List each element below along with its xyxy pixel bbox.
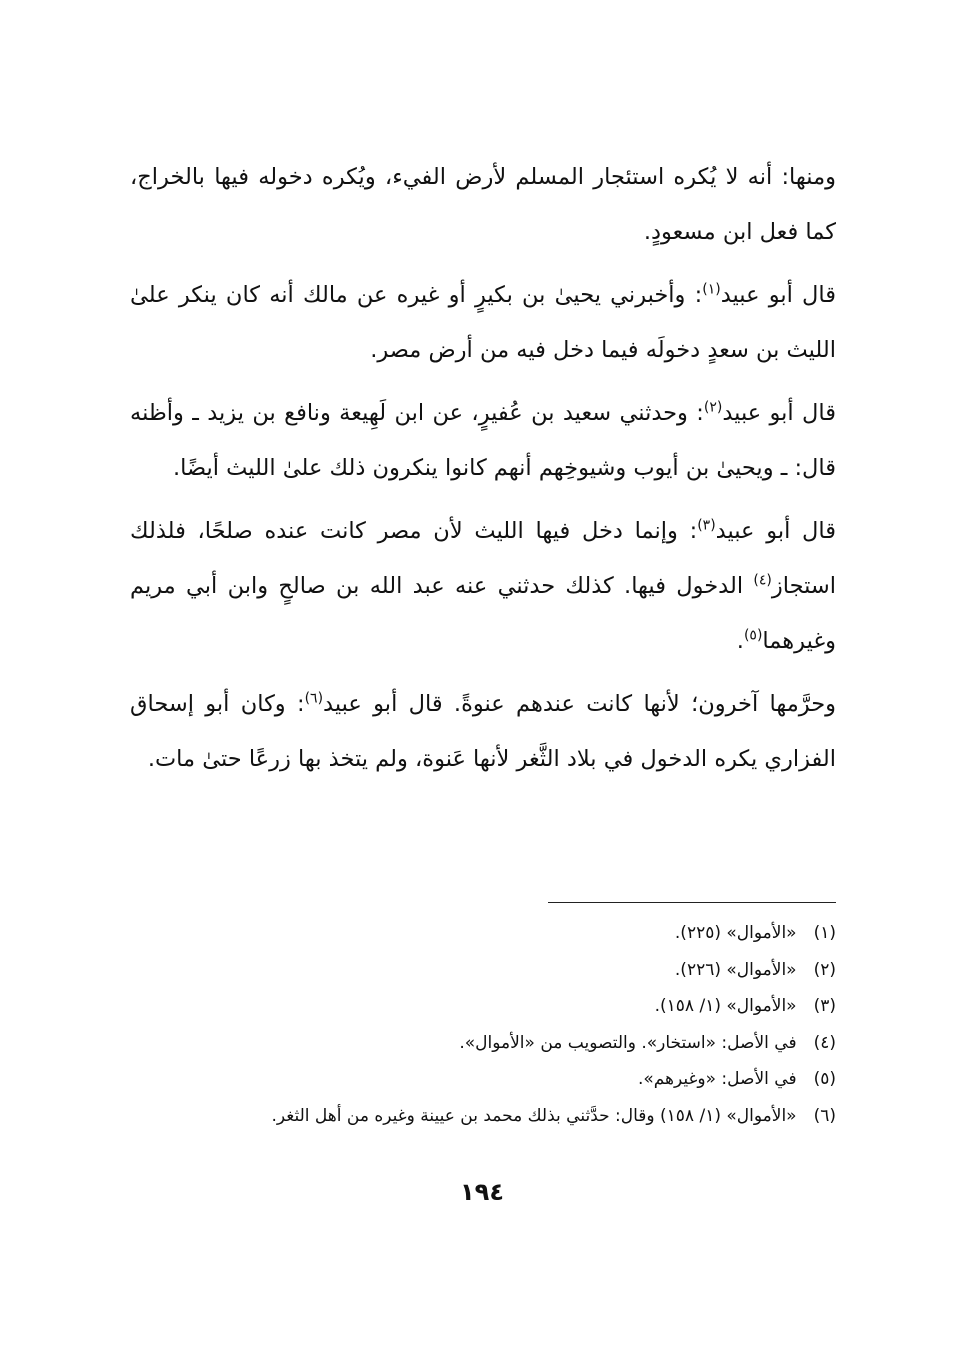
- footnote-ref: (٢): [703, 399, 723, 416]
- footnote-text: في الأصل: «استخار». والتصويب من «الأموال».: [459, 1032, 797, 1053]
- paragraph-3: [130, 386, 836, 496]
- footnote-number: (٣): [813, 996, 836, 1016]
- paragraph-text: : وحدثني سعيد بن عُفيرٍ، عن ابن لَهِيعة ونافع بن يزيد ـ وأظنه قال: ـ ويحيىٰ بن أيوب وشيوخِهم أنهم كانوا ينكرون ذلك علىٰ الليث أيضًا.: [130, 400, 836, 481]
- footnote-1: [130, 915, 836, 952]
- paragraph-2: [130, 268, 836, 378]
- paragraph-text: : وإنما دخل فيها الليث لأن مصر كانت عنده صلحًا، فلذلك استجاز: [130, 518, 836, 599]
- footnote-number: (٤): [813, 1032, 836, 1053]
- footnote-4: [130, 1025, 836, 1062]
- footnote-text: «الأموال» (١/ ١٥٨) وقال: حدَّثني بذلك محمد بن عيينة وغيره من أهل الثغر.: [271, 1105, 797, 1126]
- paragraph-text: وحرَّمها آخرون؛ لأنها كانت عندهم عنوةً. قال أبو عبيد: [323, 691, 836, 717]
- footnote-divider: [548, 902, 836, 903]
- paragraph-text: قال أبو عبيد: [715, 518, 837, 544]
- footnote-text: «الأموال» (٢٢٦).: [674, 959, 797, 980]
- footnote-number: (٦): [813, 1105, 836, 1126]
- footnote-number: (٢): [813, 959, 836, 980]
- footnote-ref: (٤): [753, 572, 772, 589]
- footnote-number: (١): [813, 923, 836, 943]
- footnote-number: (٥): [813, 1069, 836, 1089]
- paragraph-5: [130, 677, 836, 787]
- footnote-ref: (٥): [743, 627, 763, 644]
- footnote-text: في الأصل: «وغيرهم».: [637, 1069, 797, 1089]
- footnote-3: [130, 988, 836, 1025]
- page-body: [130, 150, 836, 787]
- footnote-6: [130, 1098, 836, 1135]
- paragraph-text: الدخول فيها. كذلك حدثني عنه عبد الله بن صالحٍ وابن أبي مريم وغيرهما: [130, 573, 836, 654]
- paragraph-text: : وكان أبو إسحاق الفزاري يكره الدخول في بلاد الثَّغر لأنها عَنوة، ولم يتخذ بها زرعًا حتىٰ مات.: [130, 691, 836, 772]
- paragraph-4: [130, 504, 836, 669]
- footnotes-list: [130, 915, 836, 1134]
- page-number: ١٩٤: [460, 1178, 504, 1206]
- paragraph-text: .: [736, 628, 744, 654]
- footnote-text: «الأموال» (١/ ١٥٨).: [654, 996, 797, 1016]
- paragraph-1: [130, 150, 836, 260]
- footnote-ref: (٦): [304, 690, 324, 707]
- paragraph-text: : وأخبرني يحيىٰ بن بكيرٍ أو غيره عن مالك أنه كان ينكر علىٰ الليث بن سعدٍ دخولَه فيما دخل فيه من أرض مصر.: [130, 282, 836, 363]
- footnote-text: «الأموال» (٢٢٥).: [674, 923, 797, 943]
- footnote-ref: (١): [702, 281, 721, 298]
- paragraph-text: ومنها: أنه لا يُكره استئجار المسلم لأرض الفيء، ويُكره دخوله فيها بالخراج، كما فعل ابن مسعودٍ.: [130, 164, 836, 245]
- paragraph-text: قال أبو عبيد: [720, 282, 837, 308]
- footnote-2: [130, 952, 836, 989]
- paragraph-text: قال أبو عبيد: [722, 400, 837, 426]
- footnote-5: [130, 1061, 836, 1098]
- footnote-ref: (٣): [697, 517, 716, 534]
